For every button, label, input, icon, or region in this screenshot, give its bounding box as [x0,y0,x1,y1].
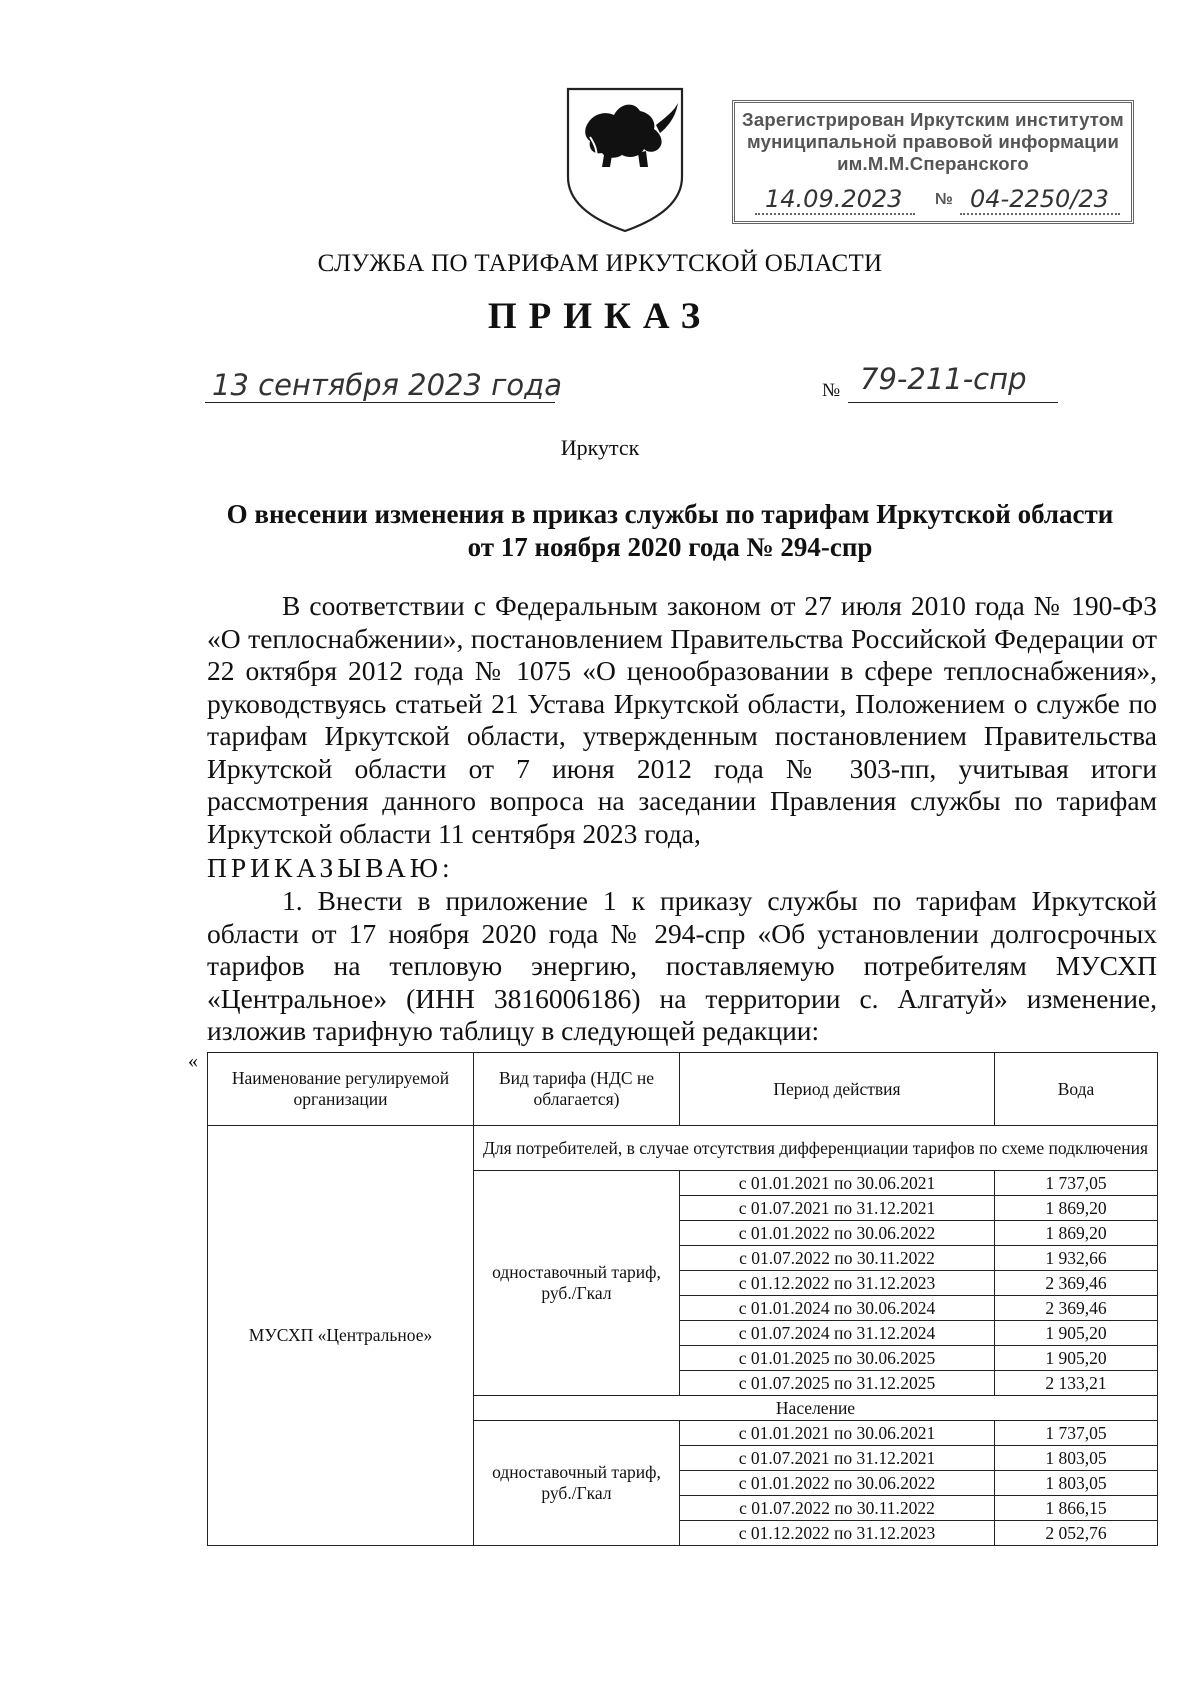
stamp-date: 14.09.2023 [765,185,903,213]
group2-title: Население [474,1396,1158,1421]
order-date: 13 сентября 2023 года [212,368,562,402]
value-cell: 1 803,05 [995,1471,1158,1496]
title-line-2: от 17 ноября 2020 года № 294-спр [467,532,873,562]
tariff-table [207,1052,1158,1546]
title-line-1: О внесении изменения в приказ службы по тарифам Иркутской области [226,499,1114,529]
group2-tariff: одноставочный тариф, руб./Гкал [474,1421,680,1546]
period-cell: с 01.12.2022 по 31.12.2023 [680,1521,995,1546]
order-date-underline [205,402,555,403]
stamp-number-label: № [935,191,953,208]
period-cell: с 01.07.2024 по 31.12.2024 [680,1321,995,1346]
period-cell: с 01.01.2021 по 30.06.2021 [680,1171,995,1196]
order-number: 79-211-спр [860,362,1027,396]
value-cell: 1 803,05 [995,1446,1158,1471]
group1-title: Для потребителей, в случае отсутствия дифференциации тарифов по схеме подключения [474,1126,1158,1171]
value-cell: 1 866,15 [995,1496,1158,1521]
period-cell: с 01.07.2022 по 30.11.2022 [680,1246,995,1271]
stamp-line-2: муниципальной правовой информации [746,131,1120,152]
preamble-paragraph: В соответствии с Федеральным законом от 27 июля 2010 года № 190-ФЗ «О теплоснабжении», постановлением Правительства Российской Федерации от 22 октября 2012 года № 1075 «О ценообразовании в сфере теплоснабжения», руководствуясь статьей 21 Устава Иркутской области, Положением о службе по тарифам Иркутской области, утвержденным постановлением Правительства Иркутской области от 7 июня 2012 года № 303-пп, учитывая итоги рассмотрения данного вопроса на заседании Правления службы по тарифам Иркутской области 11 сентября 2023 года, [207,590,1157,849]
city: Иркутск [560,435,640,460]
group1-tariff: одноставочный тариф, руб./Гкал [474,1171,680,1396]
babr-icon [585,103,678,167]
period-cell: с 01.07.2022 по 30.11.2022 [680,1496,995,1521]
value-cell: 2 369,46 [995,1271,1158,1296]
table-header-row [208,1053,1158,1126]
registration-stamp [732,100,1134,224]
document-title [170,498,1170,564]
header-tariff-type: Вид тарифа (НДС не облагается) [474,1053,680,1126]
group1-title-row [208,1126,1158,1171]
value-cell: 2 133,21 [995,1371,1158,1396]
stamp-date-underline [755,213,915,215]
value-cell: 1 932,66 [995,1246,1158,1271]
value-cell: 1 737,05 [995,1171,1158,1196]
order-word: ПРИКАЗЫВАЮ: [207,852,454,883]
coat-of-arms-emblem [560,85,690,235]
header-water: Вода [995,1053,1158,1126]
value-cell: 2 369,46 [995,1296,1158,1321]
document-type: ПРИКАЗ [487,296,713,337]
order-number-label: № [822,380,841,401]
value-cell: 1 905,20 [995,1321,1158,1346]
period-cell: с 01.01.2025 по 30.06.2025 [680,1346,995,1371]
period-cell: с 01.01.2024 по 30.06.2024 [680,1296,995,1321]
header-period: Период действия [680,1053,995,1126]
value-cell: 2 052,76 [995,1521,1158,1546]
organization-name: СЛУЖБА ПО ТАРИФАМ ИРКУТСКОЙ ОБЛАСТИ [317,250,883,277]
period-cell: с 01.01.2021 по 30.06.2021 [680,1421,995,1446]
org-cell: МУСХП «Центральное» [208,1126,474,1546]
period-cell: с 01.01.2022 по 30.06.2022 [680,1471,995,1496]
period-cell: с 01.01.2022 по 30.06.2022 [680,1221,995,1246]
value-cell: 1 869,20 [995,1221,1158,1246]
stamp-line-1: Зарегистрирован Иркутским институтом [742,109,1124,130]
stamp-number: 04-2250/23 [970,185,1109,213]
stamp-registration-row [755,185,1125,215]
header-org: Наименование регулируемой организации [208,1053,474,1126]
period-cell: с 01.07.2025 по 31.12.2025 [680,1371,995,1396]
period-cell: с 01.07.2021 по 31.12.2021 [680,1446,995,1471]
value-cell: 1 869,20 [995,1196,1158,1221]
period-cell: с 01.07.2021 по 31.12.2021 [680,1196,995,1221]
stamp-number-underline [960,213,1120,215]
order-number-underline [848,402,1058,403]
period-cell: с 01.12.2022 по 31.12.2023 [680,1271,995,1296]
stamp-line-3: им.М.М.Сперанского [837,153,1029,174]
value-cell: 1 737,05 [995,1421,1158,1446]
opening-quote-mark: « [188,1050,198,1072]
order-item-1: 1. Внести в приложение 1 к приказу службы по тарифам Иркутской области от 17 ноября 2020 года № 294-спр «Об установлении долгосрочных тарифов на тепловую энергию, поставляемую потребителям МУСХП «Центральное» (ИНН 3816006186) на территории с. Алгатуй» изменение, изложив тарифную таблицу в следующей редакции: [207,885,1157,1046]
value-cell: 1 905,20 [995,1346,1158,1371]
